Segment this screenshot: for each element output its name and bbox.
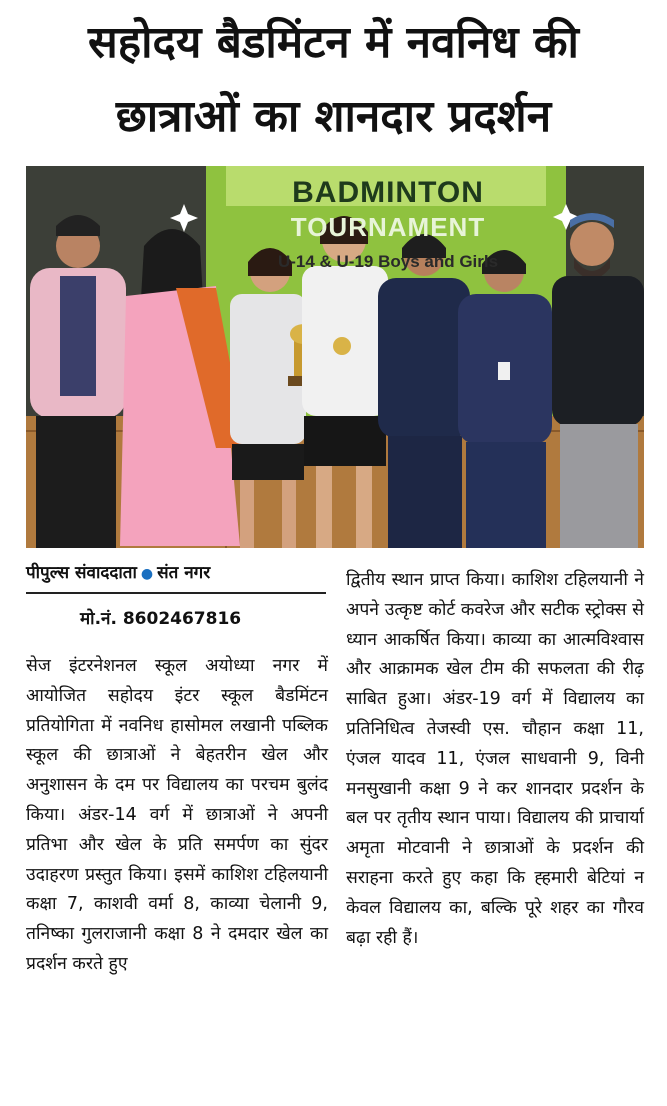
- byline-dot-icon: ●: [140, 566, 154, 582]
- headline: [0, 0, 667, 160]
- article-paragraph-2: द्वितीय स्थान प्राप्त किया। काशिश टहिलयानी ने अपने उत्कृष्ट कोर्ट कवरेज और सटीक स्ट्रोक्स से ध्यान आकर्षित किया। काव्या का आत्मविश्वास और आक्रामक खेल टीम की सफलता की रीढ़ साबित हुआ। अंडर-19 वर्ग में विद्यालय का प्रतिनिधित्व तेजस्वी एस. चौहान कक्षा 11, एंजल यादव 11, एंजल साधवानी 9, विनी मनसुखानी कक्षा 9 ने कर शानदार प्रदर्शन के बल पर तृतीय स्थान पाया। विद्यालय की प्राचार्या अमृता मोटवानी ने छात्राओं के प्रदर्शन की सराहना करते हुए कहा कि ह्हमारी बेटियां न केवल विद्यालय का, बल्कि पूरे शहर का गौरव बढ़ा रही हैं।: [346, 570, 644, 948]
- article-column-left: [26, 652, 328, 980]
- contact-phone: मो.नं. 8602467816: [80, 609, 242, 629]
- dateline-place: संत नगर: [157, 563, 211, 583]
- headline-line-1: सहोदय बैडमिंटन में नवनिध की: [88, 17, 579, 68]
- reporter-name: पीपुल्स संवाददाता: [26, 563, 137, 583]
- banner-categories: U-14 & U-19 Boys and Girls: [277, 252, 499, 271]
- article-column-right: [346, 566, 644, 953]
- banner-title: BADMINTON: [292, 176, 484, 209]
- news-photo: [26, 166, 644, 548]
- banner-subtitle: TOURNAMENT: [290, 212, 486, 242]
- byline: [26, 560, 326, 583]
- headline-line-2: छात्राओं का शानदार प्रदर्शन: [115, 91, 552, 142]
- byline-divider: [26, 592, 326, 594]
- article-paragraph-1: सेज इंटरनेशनल स्कूल अयोध्या नगर में आयोजित सहोदय इंटर स्कूल बैडमिंटन प्रतियोगिता में नवनिध हासोमल लखानी पब्लिक स्कूल की छात्राओं ने बेहतरीन खेल और अनुशासन के दम पर विद्यालय का परचम बुलंद किया। अंडर-14 वर्ग में छात्राओं ने अपनी प्रतिभा और खेल के प्रति समर्पण का सुंदर उदाहरण प्रस्तुत किया। इसमें काशिश टहिलयानी कक्षा 7, काशवी वर्मा 8, काव्या चेलानी 9, तनिष्का गुलराजानी कक्षा 8 ने दमदार खेल का प्रदर्शन करते हुए: [26, 656, 328, 974]
